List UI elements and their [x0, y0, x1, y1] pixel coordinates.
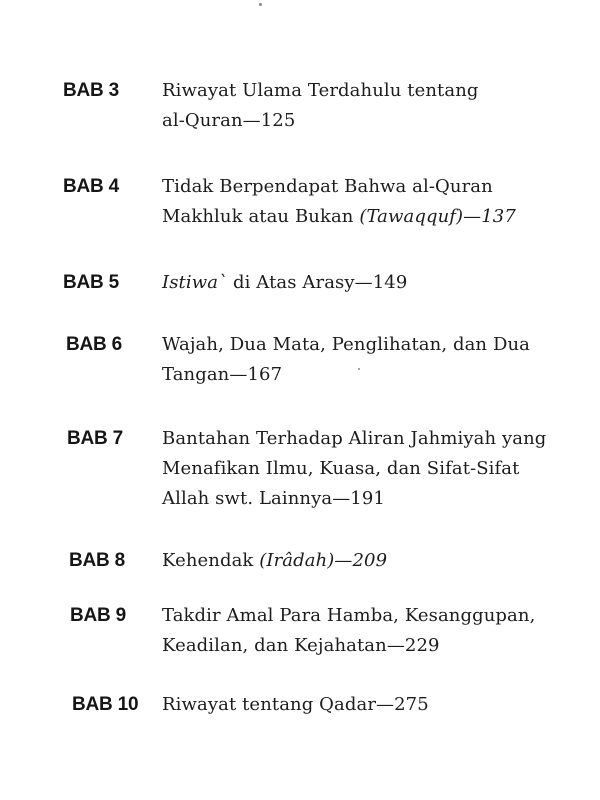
chapter-title-segment: Makhluk atau Bukan [162, 206, 360, 227]
chapter-title-line [162, 454, 582, 484]
chapter-title-line [162, 76, 582, 106]
chapter-title-segment: Allah swt. Lainnya—191 [162, 488, 385, 509]
chapter-title-segment: Kehendak [162, 550, 260, 571]
chapter-number: BAB 7 [67, 428, 124, 449]
chapter-title-line [162, 484, 582, 514]
chapter-title [162, 546, 582, 576]
chapter-title-segment: Menafikan Ilmu, Kuasa, dan Sifat-Sifat [162, 458, 520, 479]
chapter-number: BAB 3 [63, 80, 120, 101]
chapter-number: BAB 10 [72, 694, 139, 715]
chapter-title-segment: Takdir Amal Para Hamba, Kesanggupan, [162, 605, 536, 626]
chapter-title [162, 76, 582, 136]
chapter-title [162, 330, 582, 390]
chapter-title [162, 172, 582, 232]
chapter-title [162, 424, 582, 514]
chapter-title-line [162, 202, 582, 232]
chapter-title-italic-segment: (Irâdah)—209 [259, 550, 388, 571]
chapter-number: BAB 9 [70, 605, 127, 626]
chapter-title-line [162, 172, 582, 202]
chapter-title-segment: Wajah, Dua Mata, Penglihatan, dan Dua [162, 334, 530, 355]
chapter-title-segment: al-Quran—125 [162, 110, 296, 131]
chapter-title-line [162, 601, 582, 631]
chapter-title-line [162, 360, 582, 390]
chapter-title [162, 690, 582, 720]
chapter-title-line [162, 546, 582, 576]
chapter-number: BAB 4 [63, 176, 120, 197]
chapter-title-line [162, 268, 582, 298]
chapter-title-segment: Riwayat Ulama Terdahulu tentang [162, 80, 479, 101]
chapter-title-italic-segment: (Tawaqquf)—137 [359, 206, 516, 227]
chapter-number: BAB 6 [66, 334, 123, 355]
chapter-title-segment: Riwayat tentang Qadar—275 [162, 694, 429, 715]
chapter-title [162, 268, 582, 298]
chapter-number: BAB 5 [63, 272, 120, 293]
chapter-title-segment: Tidak Berpendapat Bahwa al-Quran [162, 176, 493, 197]
chapter-title-line [162, 106, 582, 136]
chapter-number: BAB 8 [69, 550, 126, 571]
chapter-title-line [162, 631, 582, 661]
chapter-title-segment: Bantahan Terhadap Aliran Jahmiyah yang [162, 428, 547, 449]
chapter-title-line [162, 690, 582, 720]
chapter-title-segment: Tangan—167 [162, 364, 283, 385]
chapter-title [162, 601, 582, 661]
chapter-title-italic-segment: Istiwa` [162, 272, 228, 293]
scan-speck [259, 3, 262, 6]
chapter-title-line [162, 424, 582, 454]
chapter-title-segment: Keadilan, dan Kejahatan—229 [162, 635, 440, 656]
chapter-title-line [162, 330, 582, 360]
chapter-title-segment: di Atas Arasy—149 [227, 272, 408, 293]
